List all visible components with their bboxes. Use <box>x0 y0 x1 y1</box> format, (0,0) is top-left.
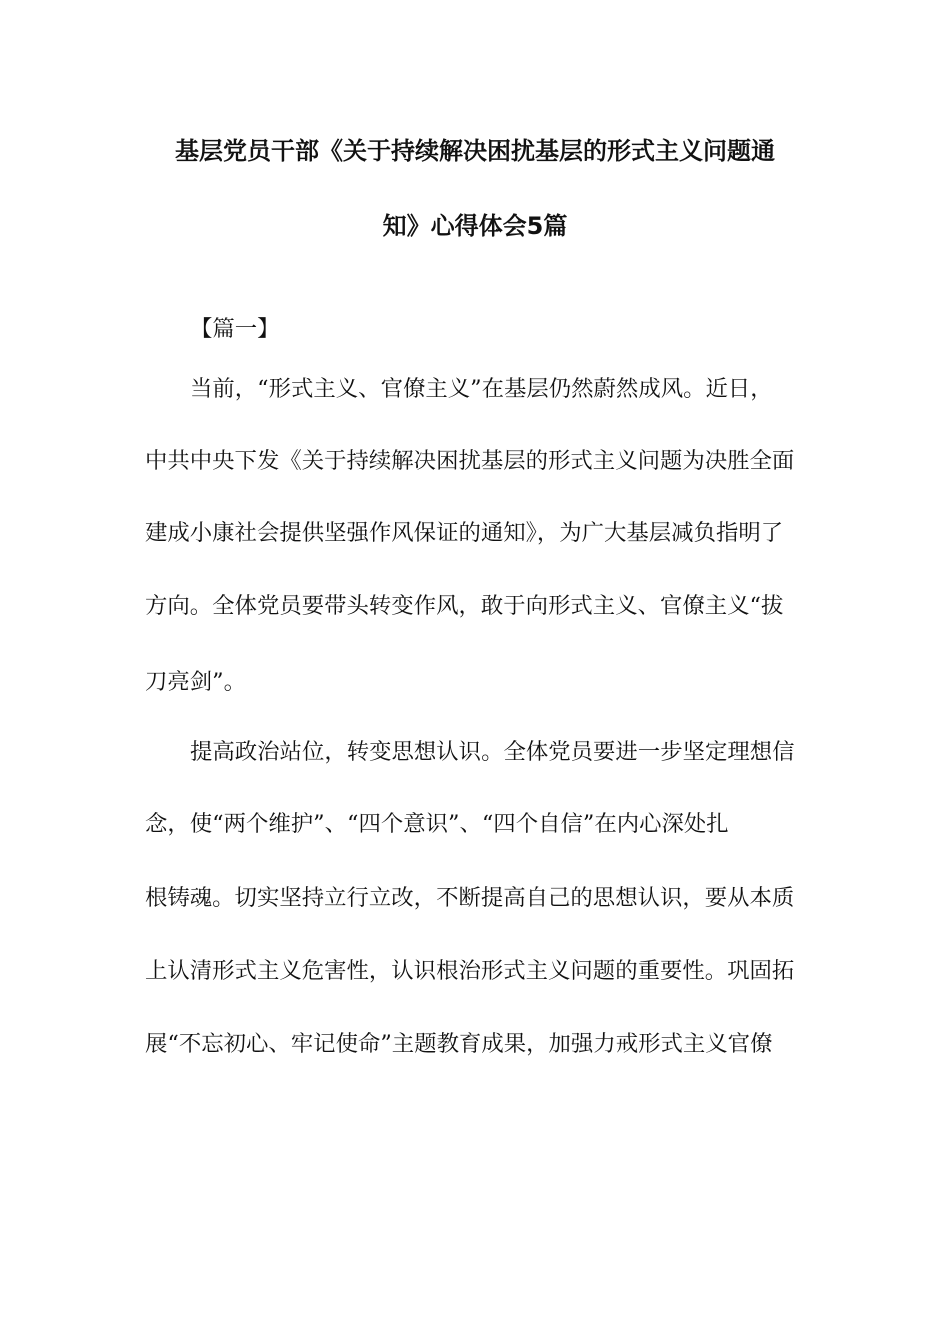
paragraph-line: 根铸魂。切实坚持立行立改，不断提高自己的思想认识，要从本质 <box>145 885 795 911</box>
paragraph-line: 中共中央下发《关于持续解决困扰基层的形式主义问题为决胜全面 <box>145 448 795 474</box>
document-title-line-2: 知》心得体会5篇 <box>382 212 568 240</box>
section-label: 【篇一】 <box>190 316 280 342</box>
paragraph-line: 当前，“形式主义、官僚主义”在基层仍然蔚然成风。近日， <box>190 376 773 402</box>
paragraph-line: 建成小康社会提供坚强作风保证的通知》，为广大基层减负指明了 <box>145 520 784 546</box>
paragraph-line: 展“不忘初心、牢记使命”主题教育成果，加强力戒形式主义官僚 <box>145 1031 773 1057</box>
document-title-line-1: 基层党员干部《关于持续解决困扰基层的形式主义问题通 <box>175 137 775 165</box>
paragraph-line: 上认清形式主义危害性，认识根治形式主义问题的重要性。巩固拓 <box>145 958 795 984</box>
paragraph-line: 方向。全体党员要带头转变作风，敢于向形式主义、官僚主义“拔 <box>145 593 784 619</box>
paragraph-line: 刀亮剑”。 <box>145 669 247 695</box>
paragraph-line: 念，使“两个维护”、“四个意识”、“四个自信”在内心深处扎 <box>145 811 729 837</box>
paragraph-line: 提高政治站位，转变思想认识。全体党员要进一步坚定理想信 <box>190 739 795 765</box>
